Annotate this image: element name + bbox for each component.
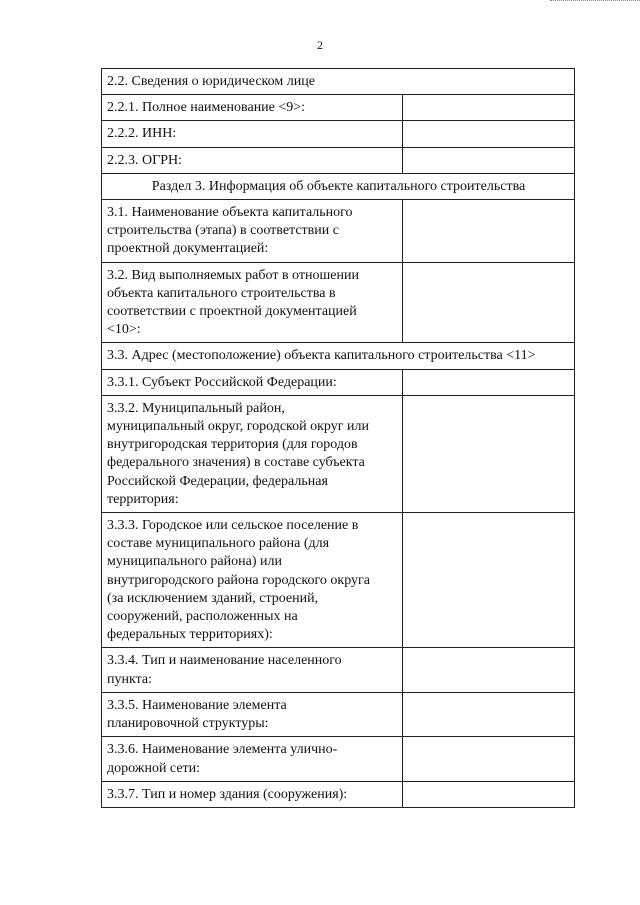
section-header-row [102, 173, 575, 199]
field-label: 3.2. Вид выполняемых работ в отношении объекта капитального строительства в соответствии с проектной документацией <10>: [102, 262, 403, 343]
form-field-row [102, 147, 575, 173]
field-value-cell[interactable] [403, 147, 575, 173]
field-label: 3.3.3. Городское или сельское поселение в составе муниципального района (для муниципального района) или внутригородского района городского округа (за исключением зданий, строений, сооружений, расположенных на федеральных территориях): [102, 513, 403, 648]
group-header-row [102, 69, 575, 95]
form-field-row [102, 200, 575, 263]
field-label: 3.3.6. Наименование элемента улично- дорожной сети: [102, 737, 403, 781]
field-label: 3.3.4. Тип и наименование населенного пункта: [102, 648, 403, 692]
group-title: 3.3. Адрес (местоположение) объекта капитального строительства <11> [102, 343, 575, 369]
field-label: 3.3.1. Субъект Российской Федерации: [102, 369, 403, 395]
section-title: Раздел 3. Информация об объекте капитального строительства [102, 173, 575, 199]
form-field-row [102, 781, 575, 807]
field-label: 2.2.2. ИНН: [102, 121, 403, 147]
group-title: 2.2. Сведения о юридическом лице [102, 69, 575, 95]
form-field-row [102, 369, 575, 395]
form-field-row [102, 262, 575, 343]
page-number: 2 [317, 38, 323, 52]
field-label: 3.3.2. Муниципальный район, муниципальный округ, городской округ или внутригородская территория (для городов федерального значения) в составе субъекта Российской Федерации, федеральная территория: [102, 395, 403, 512]
form-field-row [102, 648, 575, 692]
notification-form-table [101, 68, 575, 808]
field-value-cell[interactable] [403, 692, 575, 736]
field-value-cell[interactable] [403, 262, 575, 343]
group-header-row [102, 343, 575, 369]
field-value-cell[interactable] [403, 200, 575, 263]
field-value-cell[interactable] [403, 737, 575, 781]
field-value-cell[interactable] [403, 781, 575, 807]
field-value-cell[interactable] [403, 369, 575, 395]
field-label: 2.2.3. ОГРН: [102, 147, 403, 173]
field-label: 3.3.7. Тип и номер здания (сооружения): [102, 781, 403, 807]
form-field-row [102, 692, 575, 736]
field-label: 3.3.5. Наименование элемента планировочной структуры: [102, 692, 403, 736]
field-label: 2.2.1. Полное наименование <9>: [102, 95, 403, 121]
field-value-cell[interactable] [403, 95, 575, 121]
form-field-row [102, 737, 575, 781]
form-field-row [102, 121, 575, 147]
field-value-cell[interactable] [403, 648, 575, 692]
scan-edge-mark [550, 0, 640, 3]
field-value-cell[interactable] [403, 121, 575, 147]
field-value-cell[interactable] [403, 395, 575, 512]
form-field-row [102, 513, 575, 648]
form-field-row [102, 95, 575, 121]
field-label: 3.1. Наименование объекта капитального строительства (этапа) в соответствии с проектной документацией: [102, 200, 403, 263]
form-field-row [102, 395, 575, 512]
field-value-cell[interactable] [403, 513, 575, 648]
form-body [102, 69, 575, 808]
